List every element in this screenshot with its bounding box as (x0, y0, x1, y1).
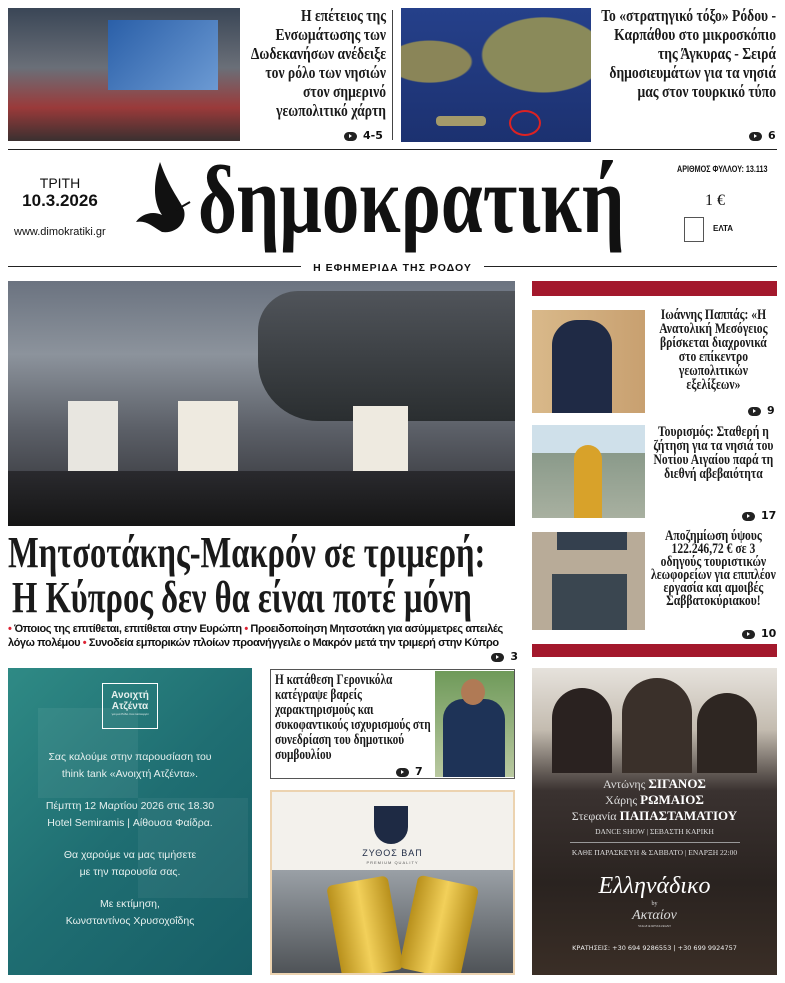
arrow-icon (344, 132, 357, 141)
page-ref: 6 (749, 129, 776, 142)
courthouse-photo (532, 532, 645, 630)
show-ad[interactable]: Αντώνης ΣΙΓΑΝΟΣ Χάρης ΡΩΜΑΙΟΣ Στεφανία ΠΑΠΑΣΤΑΜΑΤΙΟΥ DANCE SHOW | ΣΕΒΑΣΤΗ ΚΑΡΙΚΗ ΚΑΘΕ ΠΑΡΑΣΚΕΥΗ & ΣΑΒΒΑΤΟ | ΕΝΑΡΞΗ 22:00 Ελληνάδικο by Ακταίον STAGE & RESTAURANT ΚΡΑΤΗΣΕΙΣ: +30 694 9286553 | +30 699 9924757 (532, 668, 777, 975)
arrow-icon (742, 512, 755, 521)
lead-headline[interactable]: Μητσοτάκης-Μακρόν σε τριμερή: Η Κύπρος δεν θα είναι ποτέ μόνη (8, 528, 486, 622)
price: 1 € (705, 192, 725, 209)
tagline: Η ΕΦΗΜΕΡΙΔΑ ΤΗΣ ΡΟΔΟΥ (301, 262, 484, 274)
page-ref: 3 (491, 650, 518, 664)
page-ref: 10 (742, 627, 776, 640)
highlight-circle (509, 110, 541, 136)
elta-logo: ΕΛΤΑ (713, 224, 734, 233)
arrow-icon (749, 132, 762, 141)
aegean-map-photo (401, 8, 591, 142)
accent-bar (532, 281, 777, 296)
lead-photo[interactable] (8, 281, 515, 526)
issue-date: 10.3.2026 (22, 191, 98, 210)
issue-number: ΑΡΙΘΜΟΣ ΦΥΛΛΟΥ: 13.113 (677, 164, 768, 174)
pappas-photo (532, 310, 645, 413)
page-ref: 17 (742, 509, 776, 522)
website-link[interactable]: www.dimokratiki.gr (14, 226, 106, 238)
agenda-ad[interactable] (8, 668, 252, 975)
weekday: ΤΡΙΤΗ (39, 175, 81, 191)
venue-logo: Ελληνάδικο (598, 873, 711, 899)
side-story-1[interactable]: Ιωάννης Παππάς: «Η Ανατολική Μεσόγειος βρίσκεται διαχρονικά στο επίκεντρο γεωπολιτικών εξελίξεων» (659, 307, 768, 393)
page-ref: 4-5 (344, 129, 383, 142)
anniversary-photo (8, 8, 240, 141)
postage-stamp (684, 217, 704, 242)
side-story-3[interactable]: Αποζημίωση ύψους 122.246,72 € σε 3 οδηγούς τουριστικών λεωφορείων για επιπλέον εργασία και αμοιβές Σαββατοκύριακου! (651, 528, 776, 609)
beer-shield-icon (374, 806, 408, 844)
beer-ad[interactable]: ΖΥΘΟΣ ΒΑΠ PREMIUM QUALITY (270, 790, 515, 975)
newspaper-logo: δημοκρατική (198, 146, 625, 253)
mid-story[interactable]: Η κατάθεση Γερονικόλα κατέγραψε βαρείς χαρακτηρισμούς και συκοφαντικούς ισχυρισμούς στη συνεδρίαση του δημοτικού συμβουλίου 7 (270, 669, 515, 779)
arrow-icon (396, 768, 409, 777)
phone-numbers: ΚΡΑΤΗΣΕΙΣ: +30 694 9286553 | +30 699 9924757 (572, 944, 737, 952)
accent-bar (532, 644, 777, 657)
lead-bullets: • Όποιος της επιτίθεται, επιτίθεται στην Ευρώπη • Προειδοποίηση Μητσοτάκη για ασύμμετρες απειλές λόγω πολέμου • Συνοδεία εμπορικών πλοίων προανήγγειλε ο Μακρόν μετά την τριμερή στην Κύπρο 3 (8, 623, 518, 663)
arrow-icon (742, 630, 755, 639)
date-block (10, 175, 110, 211)
agenda-text: Σας καλούμε στην παρουσίαση του think tank «Ανοιχτή Ατζέντα». Πέμπτη 12 Μαρτίου 2026 στις 18.30 Hotel Semiramis | Αίθουσα Φαίδρα. Θα χαρούμε να μας τιμήσετε με την παρουσία σας. Με εκτίμηση, Κωνσταντίνος Χρυσοχοΐδης (45, 751, 215, 927)
tourism-photo (532, 425, 645, 518)
page-ref: 9 (748, 404, 775, 417)
side-story-2[interactable]: Τουρισμός: Σταθερή η ζήτηση για τα νησιά του Νοτίου Αιγαίου παρά τη διεθνή αβεβαιότητα (653, 424, 774, 482)
arrow-icon (748, 407, 761, 416)
agenda-logo: Ανοιχτή Ατζέντα για μια Ρόδο που λειτουργεί (102, 683, 158, 729)
top-story-1[interactable]: Η επέτειος της Ενσωμάτωσης των Δωδεκανήσων ανέδειξε τον ρόλο των νησιών στον σημερινό γεωπολιτικό χάρτη (250, 6, 386, 120)
dove-logo-icon (132, 160, 194, 240)
top-story-2[interactable]: Το «στρατηγικό τόξο» Ρόδου - Καρπάθου στο μικροσκόπιο της Άγκυρας - Σειρά δημοσιευμάτων για τα νησιά μας στον τουρκικό τύπο (601, 6, 776, 101)
beer-brand: ΖΥΘΟΣ ΒΑΠ (362, 848, 423, 858)
arrow-icon (491, 653, 504, 662)
geronikolas-photo (435, 671, 514, 777)
divider (392, 10, 393, 140)
tagline-wrap (0, 258, 785, 276)
page-ref: 7 (396, 765, 423, 778)
